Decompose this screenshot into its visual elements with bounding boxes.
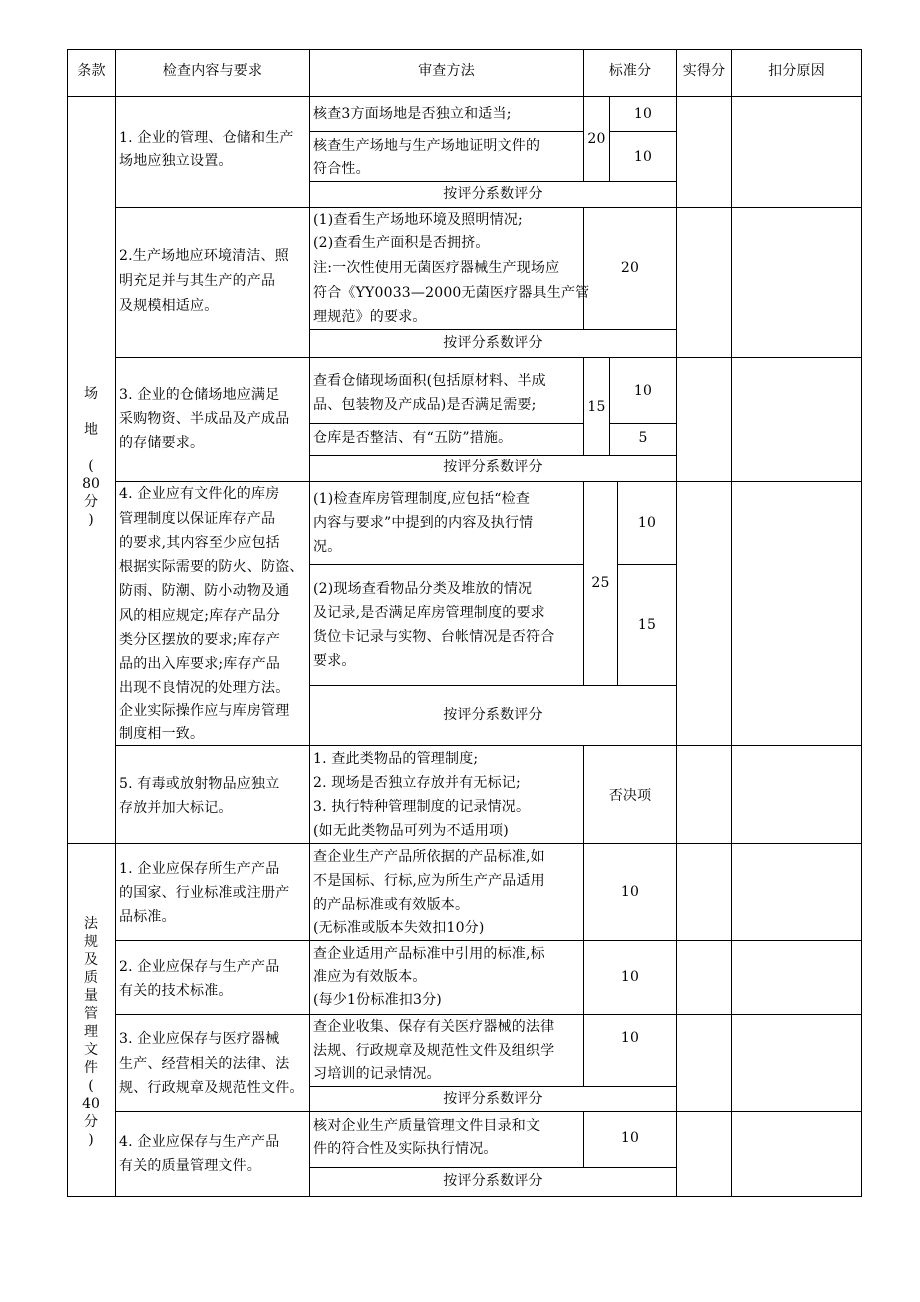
method-text-line: 1. 查此类物品的管理制度; bbox=[313, 751, 479, 767]
item-content-line: 管理制度以保证库存产品 bbox=[119, 511, 276, 527]
method-text-line: 查企业适用产品标准中引用的标准,标 bbox=[313, 946, 545, 962]
header-content: 检查内容与要求 bbox=[162, 63, 263, 79]
item-content-line: 生产、经营相关的法律、法 bbox=[119, 1056, 290, 1072]
item-content-line: 类分区摆放的要求;库存产 bbox=[119, 632, 281, 648]
method-text-line: 注:一次性使用无菌医疗器械生产现场应 bbox=[313, 260, 560, 276]
header-clause: 条款 bbox=[77, 63, 106, 79]
method-text-line: 理规范》的要求。 bbox=[313, 309, 427, 325]
item-content-line: 存放并加大标记。 bbox=[119, 800, 233, 816]
section-category-regulations: 法 规 及 质 量 管 理 文 件 ( 40 分 ) bbox=[82, 916, 100, 1148]
item-content-line: 风的相应规定;库存产品分 bbox=[119, 608, 281, 624]
method-text-line: 内容与要求”中提到的内容及执行情 bbox=[313, 515, 534, 531]
method-text-line: (每少1份标准扣3分) bbox=[313, 992, 442, 1008]
item-content-line: 制度相一致。 bbox=[119, 726, 205, 742]
method-text-line: 要求。 bbox=[313, 653, 356, 669]
item-content-line: 采购物资、半成品及产成品 bbox=[119, 411, 290, 427]
item-content-line: 4. 企业应有文件化的库房 bbox=[119, 486, 280, 502]
item-content-line: 有关的质量管理文件。 bbox=[119, 1158, 261, 1174]
item-content-line: 2.生产场地应环境清洁、照 bbox=[119, 248, 289, 264]
method-score: 10 bbox=[620, 884, 640, 900]
method-text-line: 仓库是否整洁、有“五防”措施。 bbox=[313, 430, 513, 446]
method-text-line: 况。 bbox=[313, 539, 342, 555]
item-content-line: 品标准。 bbox=[119, 909, 176, 925]
method-score: 10 bbox=[620, 969, 640, 985]
method-text-line: 查看仓储现场面积(包括原材料、半成 bbox=[313, 373, 546, 389]
item-content-line: 5. 有毒或放射物品应独立 bbox=[119, 776, 280, 792]
item-content-line: 3. 企业的仓储场地应满足 bbox=[119, 387, 280, 403]
method-text-line: 件的符合性及实际执行情况。 bbox=[313, 1141, 498, 1157]
method-text-line: 准应为有效版本。 bbox=[313, 969, 427, 985]
method-score: 15 bbox=[637, 617, 657, 633]
item-content-line: 1. 企业应保存所生产产品 bbox=[119, 861, 280, 877]
scoring-coefficient-note: 按评分系数评分 bbox=[443, 335, 543, 351]
method-text-line: 法规、行政规章及规范性文件及组织学 bbox=[313, 1043, 555, 1059]
item-content-line: 有关的技术标准。 bbox=[119, 983, 233, 999]
method-text-line: (1)查看生产场地环境及照明情况; bbox=[313, 212, 523, 228]
header-standard-score: 标准分 bbox=[608, 63, 652, 79]
veto-item-label: 否决项 bbox=[608, 788, 652, 804]
method-score: 5 bbox=[638, 430, 648, 446]
method-score: 10 bbox=[620, 1130, 640, 1146]
method-text-line: 核查3方面场地是否独立和适当; bbox=[313, 106, 512, 122]
item-content-line: 2. 企业应保存与生产产品 bbox=[119, 959, 280, 975]
method-score: 20 bbox=[620, 260, 640, 276]
method-text-line: 符合《YY0033—2000无菌医疗器具生产管 bbox=[313, 285, 590, 301]
item-content-line: 品的出入库要求;库存产品 bbox=[119, 656, 281, 672]
method-text-line: 核对企业生产质量管理文件目录和文 bbox=[313, 1118, 541, 1134]
item-content-line: 的存储要求。 bbox=[119, 435, 205, 451]
method-score: 10 bbox=[633, 149, 653, 165]
item-content-line: 场地应独立设置。 bbox=[119, 153, 233, 169]
method-text-line: (如无此类物品可列为不适用项) bbox=[313, 823, 509, 839]
item-content-line: 1. 企业的管理、仓储和生产 bbox=[119, 130, 294, 146]
scoring-coefficient-note: 按评分系数评分 bbox=[443, 186, 543, 202]
method-text-line: 的产品标准或有效版本。 bbox=[313, 897, 470, 913]
item-content-line: 防雨、防潮、防小动物及通 bbox=[119, 583, 290, 599]
method-text-line: (2)现场查看物品分类及堆放的情况 bbox=[313, 581, 533, 597]
item-total-score: 20 bbox=[587, 131, 606, 147]
item-content-line: 根据实际需要的防火、防盗、 bbox=[119, 559, 304, 575]
item-content-line: 3. 企业应保存与医疗器械 bbox=[119, 1031, 280, 1047]
method-text-line: (无标准或版本失效扣10分) bbox=[313, 920, 485, 936]
method-text-line: 不是国标、行标,应为所生产产品适用 bbox=[313, 873, 545, 889]
method-text-line: 3. 执行特种管理制度的记录情况。 bbox=[313, 799, 531, 815]
method-score: 10 bbox=[633, 106, 653, 122]
method-text-line: 符合性。 bbox=[313, 161, 370, 177]
item-content-line: 的国家、行业标准或注册产 bbox=[119, 885, 290, 901]
method-text-line: 习培训的记录情况。 bbox=[313, 1066, 441, 1082]
scoring-coefficient-note: 按评分系数评分 bbox=[443, 707, 543, 723]
item-content-line: 的要求,其内容至少应包括 bbox=[119, 535, 280, 551]
header-method: 审查方法 bbox=[418, 63, 475, 79]
method-text-line: 核查生产场地与生产场地证明文件的 bbox=[313, 138, 541, 154]
item-total-score: 15 bbox=[587, 399, 606, 415]
scoring-coefficient-note: 按评分系数评分 bbox=[443, 459, 543, 475]
method-text-line: 查企业生产产品所依据的产品标准,如 bbox=[313, 849, 545, 865]
header-actual-score: 实得分 bbox=[682, 63, 726, 79]
item-content-line: 4. 企业应保存与生产产品 bbox=[119, 1134, 280, 1150]
method-text-line: 及记录,是否满足库房管理制度的要求 bbox=[313, 605, 545, 621]
section-category-site: 场 地 ( 80 分 ) bbox=[82, 386, 100, 528]
item-content-line: 出现不良情况的处理方法。 bbox=[119, 680, 290, 696]
method-text-line: (1)检查库房管理制度,应包括“检查 bbox=[313, 491, 531, 507]
method-score: 10 bbox=[620, 1030, 640, 1046]
method-text-line: 查企业收集、保存有关医疗器械的法律 bbox=[313, 1019, 555, 1035]
item-total-score: 25 bbox=[591, 575, 610, 591]
item-content-line: 及规模相适应。 bbox=[119, 298, 219, 314]
method-text-line: 2. 现场是否独立存放并有无标记; bbox=[313, 775, 521, 791]
method-text-line: (2)查看生产面积是否拥挤。 bbox=[313, 235, 490, 251]
method-score: 10 bbox=[637, 515, 657, 531]
scoring-coefficient-note: 按评分系数评分 bbox=[443, 1091, 543, 1107]
item-content-line: 企业实际操作应与库房管理 bbox=[119, 703, 290, 719]
item-content-line: 规、行政规章及规范性文件。 bbox=[119, 1080, 304, 1096]
scoring-coefficient-note: 按评分系数评分 bbox=[443, 1173, 543, 1189]
method-score: 10 bbox=[633, 383, 653, 399]
method-text-line: 货位卡记录与实物、台帐情况是否符合 bbox=[313, 629, 555, 645]
method-text-line: 品、包装物及产成品)是否满足需要; bbox=[313, 397, 537, 413]
header-deduction-reason: 扣分原因 bbox=[768, 63, 825, 79]
item-content-line: 明充足并与其生产的产品 bbox=[119, 273, 276, 289]
